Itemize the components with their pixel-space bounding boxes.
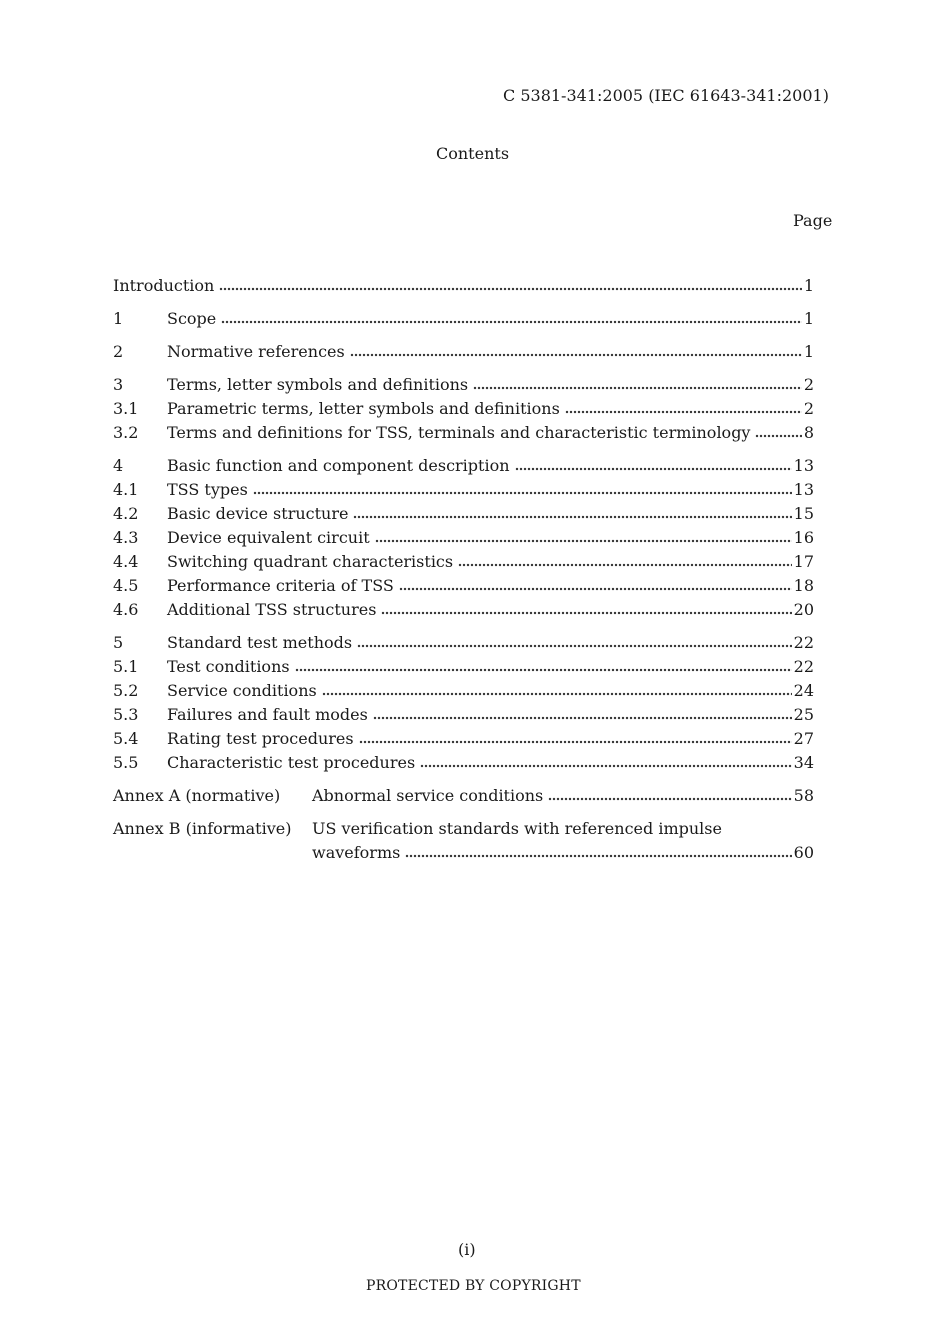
dot-leader <box>375 539 792 543</box>
toc-entry-number: 4 <box>113 456 124 475</box>
toc-entry-title: Rating test procedures <box>167 729 354 748</box>
toc-entry[interactable] <box>113 423 814 445</box>
toc-entry-page: 1 <box>803 309 814 328</box>
dot-leader <box>420 764 791 768</box>
toc-entry[interactable] <box>113 753 814 775</box>
toc-entry-page: 15 <box>793 504 814 523</box>
toc-entry-number: 4.6 <box>113 600 139 619</box>
toc-entry-title: Service conditions <box>167 681 317 700</box>
page-column-label: Page <box>793 211 833 230</box>
toc-annex-b[interactable] <box>113 819 814 841</box>
toc-entry-title: Test conditions <box>167 657 290 676</box>
toc-entry-number: 5.3 <box>113 705 139 724</box>
toc-entry-page: 22 <box>793 657 814 676</box>
toc-entry[interactable] <box>113 528 814 550</box>
toc-entry-title: Characteristic test procedures <box>167 753 416 772</box>
toc-entry-title: TSS types <box>167 480 248 499</box>
toc-entry-title: Terms and definitions for TSS, terminals and characteristic terminology <box>167 423 751 442</box>
annex-label: Annex A (normative) <box>113 786 281 805</box>
dot-leader <box>219 287 801 291</box>
dot-leader <box>473 386 802 390</box>
toc-entry-title: Parametric terms, letter symbols and definitions <box>167 399 560 418</box>
dot-leader <box>359 740 792 744</box>
toc-entry-number: 4.4 <box>113 552 139 571</box>
toc-entry-page: 13 <box>793 480 814 499</box>
copyright-notice: PROTECTED BY COPYRIGHT <box>366 1278 581 1294</box>
toc-entry-number: 3 <box>113 375 124 394</box>
toc-entry-number: 5.1 <box>113 657 139 676</box>
toc-entry[interactable] <box>113 681 814 703</box>
toc-entry-number: 5.2 <box>113 681 139 700</box>
toc-entry[interactable] <box>113 342 814 364</box>
toc-entry-title: Basic device structure <box>167 504 349 523</box>
dot-leader <box>548 797 791 801</box>
dot-leader <box>565 410 802 414</box>
annex-title-line2: waveforms <box>312 843 401 862</box>
annex-page: 60 <box>793 843 814 862</box>
toc-entry[interactable] <box>113 729 814 751</box>
annex-title-line1: US verification standards with referenced impulse <box>312 819 722 838</box>
toc-entry-number: 1 <box>113 309 124 328</box>
toc-entry[interactable] <box>113 375 814 397</box>
toc-entry-page: 24 <box>793 681 814 700</box>
dot-leader <box>373 716 792 720</box>
page-title: Contents <box>436 144 510 163</box>
dot-leader <box>353 515 791 519</box>
toc-entry-title: Device equivalent circuit <box>167 528 370 547</box>
toc-entry-title: Scope <box>167 309 217 328</box>
toc-entry[interactable] <box>113 657 814 679</box>
toc-entry-page: 2 <box>803 375 814 394</box>
toc-entry-number: 4.1 <box>113 480 139 499</box>
toc-entry-number: 4.3 <box>113 528 139 547</box>
toc-entry-title: Additional TSS structures <box>167 600 377 619</box>
toc-entry-page: 34 <box>793 753 814 772</box>
toc-entry-title: Switching quadrant characteristics <box>167 552 454 571</box>
dot-leader <box>755 434 801 438</box>
toc-annex-b-continued[interactable] <box>312 843 814 865</box>
toc-entry[interactable] <box>113 480 814 502</box>
toc-entry[interactable] <box>113 600 814 622</box>
toc-entry-title: Normative references <box>167 342 345 361</box>
toc-entry-title: Terms, letter symbols and definitions <box>167 375 469 394</box>
toc-entry-number: 4.5 <box>113 576 139 595</box>
toc-entry[interactable] <box>113 633 814 655</box>
toc-entry-page: 8 <box>803 423 814 442</box>
dot-leader <box>458 563 792 567</box>
document-id: C 5381-341:2005 (IEC 61643-341:2001) <box>503 86 829 105</box>
toc-entry[interactable] <box>113 504 814 526</box>
toc-entry-number: 3.2 <box>113 423 139 442</box>
toc-entry[interactable] <box>113 576 814 598</box>
toc-entry-page: 16 <box>793 528 814 547</box>
dot-leader <box>253 491 792 495</box>
toc-entry-page: 1 <box>803 342 814 361</box>
toc-entry-title: Introduction <box>113 276 215 295</box>
toc-entry-number: 5.5 <box>113 753 139 772</box>
dot-leader <box>350 353 802 357</box>
toc-entry[interactable] <box>113 399 814 421</box>
toc-entry-page: 18 <box>793 576 814 595</box>
toc-annex-a[interactable] <box>113 786 814 808</box>
dot-leader <box>381 611 791 615</box>
toc-entry-page: 2 <box>803 399 814 418</box>
toc-entry-number: 5 <box>113 633 124 652</box>
toc-entry-title: Basic function and component description <box>167 456 510 475</box>
toc-entry[interactable] <box>113 456 814 478</box>
toc-entry[interactable] <box>113 705 814 727</box>
toc-entry-page: 27 <box>793 729 814 748</box>
dot-leader <box>221 320 802 324</box>
page-number: (i) <box>458 1240 476 1259</box>
toc-entry-page: 1 <box>803 276 814 295</box>
toc-entry-number: 4.2 <box>113 504 139 523</box>
dot-leader <box>322 692 792 696</box>
toc-entry[interactable] <box>113 552 814 574</box>
toc-entry-page: 25 <box>793 705 814 724</box>
toc-entry-title: Standard test methods <box>167 633 353 652</box>
toc-entry-number: 3.1 <box>113 399 139 418</box>
dot-leader <box>399 587 792 591</box>
toc-entry-page: 13 <box>793 456 814 475</box>
dot-leader <box>515 467 792 471</box>
dot-leader <box>405 854 791 858</box>
annex-title: Abnormal service conditions <box>312 786 544 805</box>
toc-entry-title: Failures and fault modes <box>167 705 368 724</box>
toc-entry-title: Performance criteria of TSS <box>167 576 394 595</box>
toc-entry-page: 20 <box>793 600 814 619</box>
annex-page: 58 <box>793 786 814 805</box>
toc-entry-number: 2 <box>113 342 124 361</box>
toc-entry-introduction[interactable] <box>113 276 814 298</box>
toc-entry[interactable] <box>113 309 814 331</box>
toc-entry-page: 17 <box>793 552 814 571</box>
annex-label: Annex B (informative) <box>113 819 292 838</box>
dot-leader <box>295 668 792 672</box>
toc-entry-number: 5.4 <box>113 729 139 748</box>
dot-leader <box>357 644 792 648</box>
toc-entry-page: 22 <box>793 633 814 652</box>
